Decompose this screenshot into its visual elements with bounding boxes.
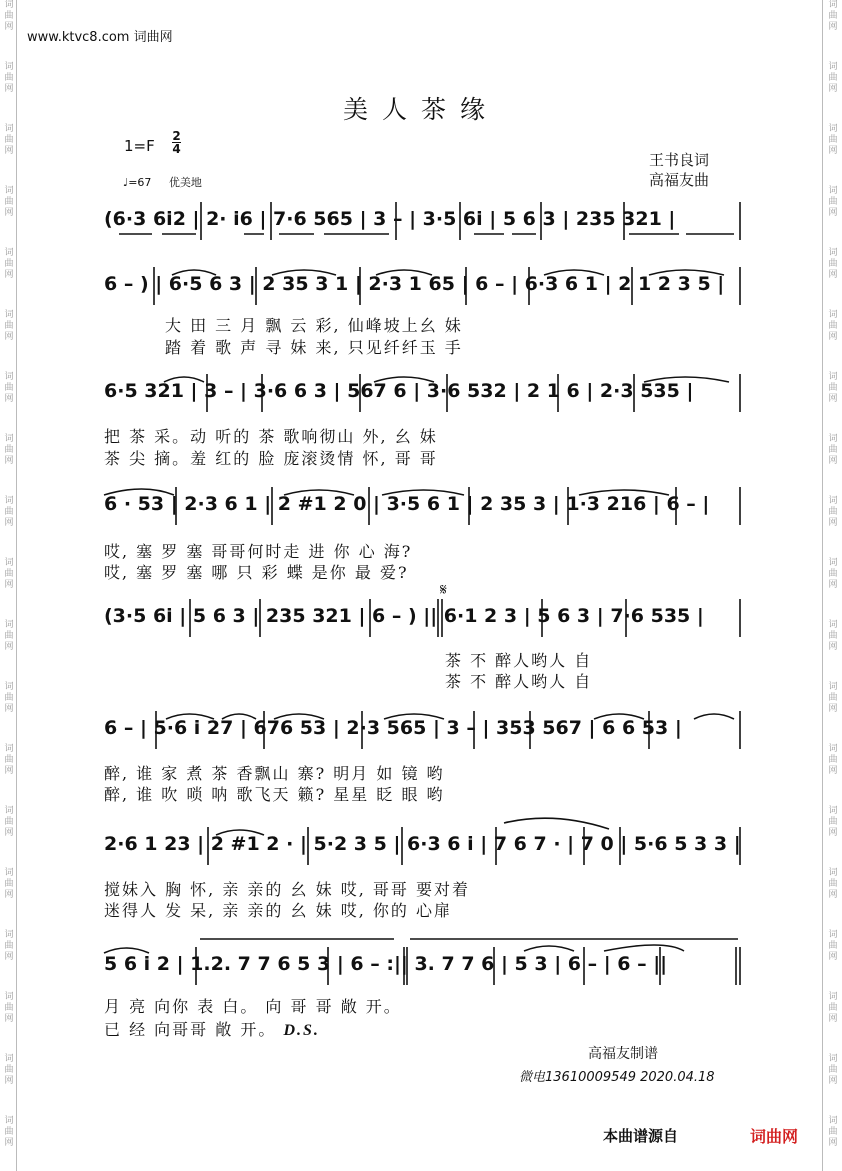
side-watermark-text: 词 曲 网 (828, 248, 838, 280)
side-watermark-text: 词 曲 网 (4, 1054, 14, 1086)
row-8-lyric-verse-1: 月 亮 向你 表 白。 向 哥 哥 敞 开。 (104, 997, 402, 1016)
side-watermark-text: 词 曲 网 (4, 434, 14, 466)
row-5-lyric-verse-2: 茶 不 醉人哟人 自 (445, 672, 593, 691)
score-row-5-notes: (3·5 6i | 5 6 3 | 235 321 | 6 – ) || 6·1 2 3 | 5 6 3 | 7·6 535 | (104, 605, 704, 627)
side-watermark-text: 词 曲 网 (4, 806, 14, 838)
score-row-5 (104, 580, 744, 637)
row-4-lyric-verse-1: 哎, 塞 罗 塞 哥哥何时走 进 你 心 海? (104, 542, 413, 561)
side-watermark-text: 词 曲 网 (828, 930, 838, 962)
source-site-link[interactable]: 词曲网 (750, 1127, 799, 1146)
side-watermark-text: 词 曲 网 (828, 0, 838, 32)
row-6-lyric-verse-1: 醉, 谁 家 煮 茶 香飘山 寨? 明月 如 镜 哟 (104, 764, 445, 783)
row-7-lyric-verse-1: 搅妹入 胸 怀, 亲 亲的 幺 妹 哎, 哥哥 要对着 (104, 880, 470, 899)
row-2-lyric-verse-2: 踏 着 歌 声 寻 妹 来, 只见纤纤玉 手 (165, 338, 463, 357)
dal-segno-marking: D.S. (283, 1022, 320, 1039)
side-watermark-text: 词 曲 网 (4, 0, 14, 32)
transcriber: 高福友制谱 (588, 1046, 658, 1062)
row-4-lyric-verse-2: 哎, 塞 罗 塞 哪 只 彩 蝶 是你 最 爱? (104, 563, 409, 582)
contact-info: 微电13610009549 2020.04.18 (519, 1070, 715, 1085)
side-watermark-text: 词 曲 网 (4, 62, 14, 94)
score-row-1-notes: (6·3 6i2 | 2· i6 | 7·6 565 | 3 – | 3·5 6i | 5 6 3 | 235 321 | (104, 208, 676, 230)
score-row-1 (104, 200, 744, 240)
side-watermark-text: 词 曲 网 (4, 682, 14, 714)
side-watermark-text: 词 曲 网 (4, 930, 14, 962)
score-row-3 (104, 372, 744, 412)
score-row-6-notes: 6 – | 5·6 i 27 | 676 53 | 2·3 565 | 3 – | 353 567 | 6 6 53 | (104, 717, 682, 739)
source-label: 本曲谱源自 (603, 1127, 679, 1145)
lyricist: 王书良词 (649, 151, 710, 169)
score-row-2 (104, 265, 744, 305)
time-sig-bottom: 4 (172, 142, 181, 156)
row-7-lyric-verse-2: 迷得人 发 呆, 亲 亲的 幺 妹 哎, 你的 心扉 (104, 901, 452, 920)
side-watermark-text: 词 曲 网 (828, 186, 838, 218)
credits (649, 150, 709, 190)
row-8-lyric-verse-2 (104, 1017, 744, 1040)
side-watermark-text: 词 曲 网 (4, 372, 14, 404)
side-watermark-text: 词 曲 网 (4, 310, 14, 342)
row-3-lyric-verse-1: 把 茶 采。动 听的 茶 歌响彻山 外, 幺 妹 (104, 427, 438, 446)
side-watermark-text: 词 曲 网 (4, 186, 14, 218)
side-watermark-text: 词 曲 网 (828, 372, 838, 404)
score-row-2-notes: 6 – ) | 6·5 6 3 | 2 35 3 1 | 2·3 1 65 | 6 – | 6·3 6 1 | 2 1 2 3 5 | (104, 273, 725, 295)
mood-marking: 优美地 (168, 176, 202, 189)
side-watermark-text: 词 曲 网 (828, 744, 838, 776)
side-watermark-text: 词 曲 网 (828, 682, 838, 714)
side-watermark-text: 词 曲 网 (828, 124, 838, 156)
score-row-4 (104, 485, 744, 525)
song-title: 美人茶缘 (342, 95, 499, 124)
side-watermark-text: 词 曲 网 (4, 620, 14, 652)
row-8-lyric-verse-2-text: 已 经 向哥哥 敞 开。 (104, 1020, 277, 1039)
side-watermark-text: 词 曲 网 (4, 496, 14, 528)
side-watermark-text: 词 曲 网 (828, 806, 838, 838)
score-row-7-notes: 2·6 1 23 | 2 #1 2 · | 5·2 3 5 | 6·3 6 i | 7 6 7 · | 7 0 | 5·6 5 3 3 | (104, 833, 741, 855)
composer: 高福友曲 (649, 171, 710, 189)
time-sig-top: 2 (172, 129, 181, 143)
site-url[interactable]: www.ktvc8.com 词曲网 (27, 30, 173, 45)
left-margin-line (16, 0, 17, 1171)
score-row-4-notes: 6 · 53 | 2·3 6 1 | 2 #1 2 0 | 3·5 6 1 | 2 35 3 | 1·3 216 | 6 – | (104, 493, 710, 515)
score-row-6 (104, 709, 744, 749)
time-signature (172, 130, 181, 155)
key-signature: 1=F (124, 137, 155, 155)
side-watermark-text: 词 曲 网 (828, 558, 838, 590)
row-6-lyric-verse-2: 醉, 谁 吹 唢 呐 歌飞天 籁? 星星 眨 眼 哟 (104, 785, 445, 804)
right-margin-line (822, 0, 823, 1171)
side-watermark-text: 词 曲 网 (828, 992, 838, 1024)
side-watermark-text: 词 曲 网 (828, 310, 838, 342)
segno-sign: 𝄋 (440, 580, 447, 599)
row-3-lyric-verse-2: 茶 尖 摘。羞 红的 脸 庞滚烫情 怀, 哥 哥 (104, 449, 438, 468)
side-watermark-text: 词 曲 网 (4, 1116, 14, 1148)
side-watermark-text: 词 曲 网 (4, 868, 14, 900)
score-row-3-notes: 6·5 321 | 3 – | 3·6 6 3 | 567 6 | 3·6 532 | 2 1 6 | 2·3 535 | (104, 380, 694, 402)
score-row-7 (104, 825, 744, 865)
row-2-lyric-verse-1: 大 田 三 月 飘 云 彩, 仙峰坡上幺 妹 (165, 316, 463, 335)
side-watermark-text: 词 曲 网 (4, 744, 14, 776)
side-watermark-text: 词 曲 网 (828, 62, 838, 94)
tempo-value: ♩=67 (123, 176, 152, 189)
side-watermark-text: 词 曲 网 (4, 248, 14, 280)
side-watermark-text: 词 曲 网 (828, 434, 838, 466)
side-watermark-text: 词 曲 网 (828, 1116, 838, 1148)
tempo-marking (123, 174, 202, 190)
side-watermark-text: 词 曲 网 (4, 992, 14, 1024)
score-row-8-notes: 5 6 i 2 | 1.2. 7 7 6 5 3 | 6 – :|| 3. 7 7 6 | 5 3 | 6 – | 6 – || (104, 953, 668, 975)
side-watermark-text: 词 曲 网 (828, 620, 838, 652)
row-5-lyric-verse-1: 茶 不 醉人哟人 自 (445, 651, 593, 670)
score-row-8 (104, 945, 744, 985)
side-watermark-text: 词 曲 网 (4, 558, 14, 590)
side-watermark-text: 词 曲 网 (828, 1054, 838, 1086)
side-watermark-text: 词 曲 网 (828, 496, 838, 528)
side-watermark-text: 词 曲 网 (4, 124, 14, 156)
side-watermark-text: 词 曲 网 (828, 868, 838, 900)
